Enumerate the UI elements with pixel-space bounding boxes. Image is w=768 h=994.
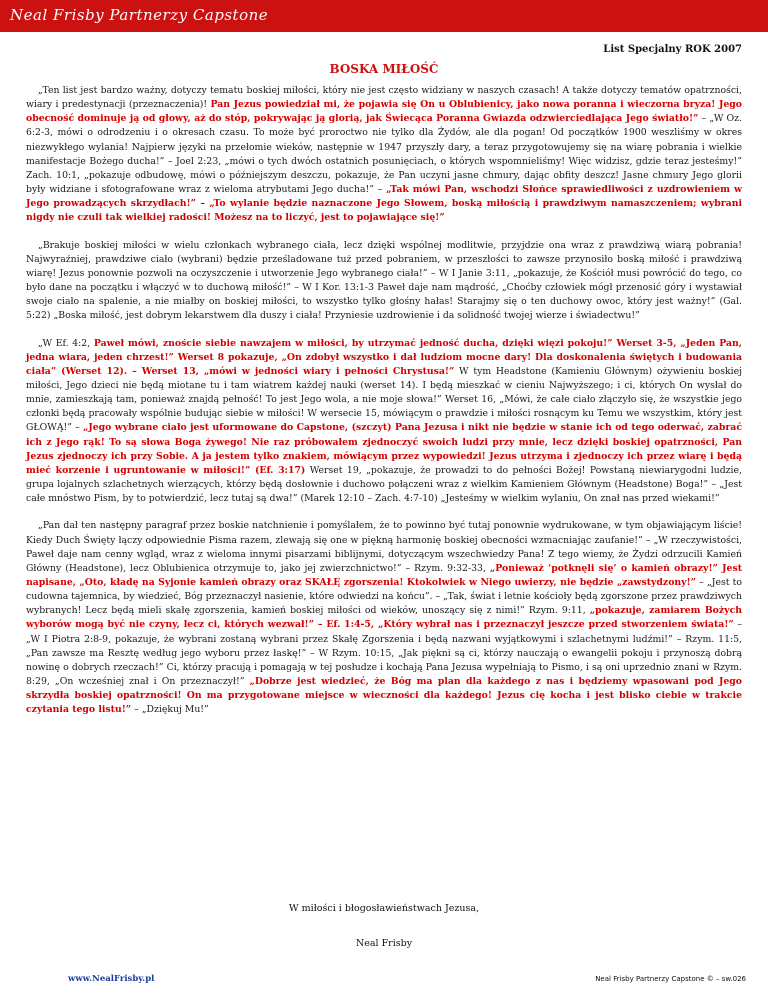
emphasized-text: Pan Jezus powiedział mi, że pojawia się On u Oblubienicy, jako nowa poranna i wieczorna bryza! Jego obecność dominuje ją od głowy, aż do stóp, pokrywając ją glorią, jak Świecąca Poranna Gwiazda odzwierciedlająca Jego światło!” — [26, 99, 742, 125]
body-text: – „W Oz. 6:2-3, mówi o odrodzeniu i o okresach czasu. To może być proroctwo nie tylko dla Żydów, ale dla pogan! Od początków 1900 weszliśmy w okres niezwykłego wylania! Najpierw języki na przełomie wieków, następnie w 1947 przyszły dary, a teraz przygotowujemy się na wiarę pobrania i wielkie manifestacje Bożego ducha!” – Joel 2:23, „mówi o tych dwóch ostatnich posunięciach, o których wspomnieliśmy! Więc widzisz, gdzie teraz jesteśmy!” Zach. 10:1, „pokazuje odbudowę, mówi o późniejszym deszczu, pokazuje, że Pan uczyni jasne chmury, dając obfity deszcz! Jasne chmury Jego glorii były widziane i sfotografowane wraz z wieloma atrybutami Jego ducha!” – — [26, 113, 743, 196]
letter-paragraph — [26, 337, 742, 507]
body-text: „W Ef. 4:2, — [38, 337, 94, 349]
emphasized-text: „pokazuje, zamiarem Bożych wyborów mogą być nie czyny, lecz ci, których wezwał!” – Ef. 1:4-5, „Który wybrał nas i przeznaczył jeszcze przed stworzeniem świata!” — [26, 605, 742, 631]
signature: Neal Frisby — [355, 938, 413, 949]
header-banner — [0, 0, 768, 32]
letter-paragraph — [26, 84, 742, 226]
emphasized-text: Paweł mówi, znoście siebie nawzajem w miłości, by utrzymać jedność ducha, dzięki więzi pokoju!” Werset 3-5, „Jeden Pan, jedna wiara, jeden chrzest!” Werset 8 pokazuje, „On zdobył wszystko i dał ludziom mocne dary! Dla doskonalenia świętych i budowania ciała” (Werset 12). – Werset 13, „mówi w jedności wiary i pełności Chrystusa!” — [26, 337, 742, 377]
emphasized-text: „Tak mówi Pan, wschodzi Słońce sprawiedliwości z uzdrowieniem w Jego prowadzących skrzydłach!” – „To wylanie będzie naznaczone Jego Słowem, boską miłością i prawdziwym namaszczeniem; wybrani nigdy nie czuli tak wielkiej radości! Możesz na to liczyć, jest to pojawiające się!” — [26, 184, 742, 224]
website-link[interactable]: www.NealFrisby.pl — [68, 974, 155, 984]
footer-copyright: Neal Frisby Partnerzy Capstone © – sw.026 — [595, 975, 746, 983]
emphasized-text: „Ponieważ ‘potknęli się’ o kamień obrazy!” Jest napisane, „Oto, kładę na Syjonie kamień obrazy oraz SKAŁĘ zgorszenia! Ktokolwiek w Niego uwierzy, nie będzie „zawstydzony!” — [26, 562, 743, 588]
emphasized-text: „Jego wybrane ciało jest uformowane do Capstone, (szczyt) Pana Jezusa i nikt nie będzie w stanie ich od tego oderwać, zabrać ich z Jego rąk! To są słowa Boga żywego! Nie raz próbowałem zjednoczyć swoich ludzi przy mnie, lecz dzięki boskiej opatrzności, Pan Jezus zjednoczy ich przy Sobie. A ja jestem tylko znakiem, mówiącym przez wypowiedzi! Jezus utrzyma i zjednoczy ich przez wiarę i będą mieć korzenie i ugruntowanie w miłości!” (Ef. 3:17) — [26, 422, 742, 476]
document-label: List Specjalny ROK 2007 — [603, 44, 742, 55]
document-title: BOSKA MIŁOŚĆ — [329, 62, 439, 76]
body-text: „Ten list jest bardzo ważny, dotyczy tematu boskiej miłości, który nie jest często widziany w naszych czasach! A także dotyczy tematów opatrzności, wiary i predestynacji (przeznaczenia)! — [26, 85, 742, 111]
body-text: – „Dziękuj Mu!” — [131, 704, 209, 716]
emphasized-text: „Dobrze jest wiedzieć, że Bóg ma plan dla każdego z nas i będziemy wpasowani pod Jego skrzydła boskiej opatrzności! On ma przygotowane miejsce w wieczności dla każdego! Jezus cię kocha i jest blisko ciebie w trakcie czytania tego listu!” — [26, 676, 742, 716]
body-text: – „W I Piotra 2:8-9, pokazuje, że wybrani zostaną wybrani przez Skałę Zgorszenia i będą nazwani wyjątkowymi i szlachetnymi ludźmi!” – Rzym. 11:5, „Pan zawsze ma Resztę według jego wyboru przez łaskę!” – W Rzym. 10:15, „Jak piękni są ci, którzy nauczają o ewangelii pokoju i przynoszą dobrą nowinę o dobrych rzeczach!” Ci, którzy pracują i pomagają w tej posłudze i kochają Pana Jezusa wypełniają to Pismo, i są oni uprzednio znani w Rzym. 8:29, „On wcześniej znał i On przeznaczył!” — [26, 619, 742, 688]
letter-paragraph — [26, 239, 742, 324]
body-text: „Brakuje boskiej miłości w wielu członkach wybranego ciała, lecz dzięki wspólnej modlitwie, przyjdzie ona wraz z prawdziwą wiarą pobrania! Najwyraźniej, prawdziwe ciało (wybrani) będzie prześladowane tuż przed pobraniem, w przeszłości to zawsze przynosiło boską miłość i prawdziwą wiarę! Jezus ponownie pozwoli na oczyszczenie i utworzenie Jego wybranego ciała!” – W I Janie 3:11, „pokazuje, że Kościół musi powrócić do tego, co było dane na początku i włączyć w to duchową miłość!” – W I Kor. 13:1-3 Paweł daje nam mądrość, „Choćby człowiek mógł przenosić góry i wystawiał swoje ciało na spalenie, a nie miałby on boskiej miłości, to wszystko tylko głośny hałas! Starajmy się o ten duchowy owoc, który jest ważny!” (Gal. 5:22) „Boska miłość, jest dobrym lekarstwem dla duszy i ciała! Przyniesie uzdrowienie i da solidność twojej wierze i świadectwu!” — [26, 239, 742, 322]
letter-body — [26, 84, 742, 731]
banner-title: Neal Frisby Partnerzy Capstone — [10, 6, 269, 24]
body-text: – „Jest to cudowna tajemnica, by wiedzieć, Bóg przeznaczył nasienie, które odwiedzi na końcu”. – „Tak, świat i letnie kościoły będą zgorszone przez prawdziwych wybranych! Lecz będą mieli skałę zgorszenia, kamień boskiej miłości od wieków, unoszący się z nimi!” Rzym. 9:11, — [26, 577, 742, 617]
body-text: Werset 19, „pokazuje, że prowadzi to do pełności Bożej! Powstaną niewiarygodni ludzie, grupa lojalnych szlachetnych wierzących, którzy będą dosłownie i duchowo połączeni wraz z wielkim Kamieniem Głównym (Headstone) Boga!” – „Jest całe mnóstwo Pism, by to potwierdzić, lecz tutaj są dwa!” (Marek 12:10 – Zach. 4:7-10) „Jesteśmy w wielkim wylaniu, On znał nas przed wiekami!” — [26, 464, 742, 505]
letter-paragraph — [26, 519, 742, 717]
closing-greeting: W miłości i błogosławieństwach Jezusa, — [288, 903, 480, 914]
body-text: „Pan dał ten następny paragraf przez boskie natchnienie i pomyślałem, że to powinno być tutaj ponownie wydrukowane, w tym objawiającym liście! Kiedy Duch Święty łączy odpowiednie Pisma razem, zlewają się one w piękną harmonię boskiej obecności wzmacniając zaufanie!” – „W rzeczywistości, Paweł daje nam cenny wgląd, wraz z wieloma innymi pisarzami biblijnymi, dotyczącym wszechwiedzy Pana! Z tego wiemy, że Żydzi odrzucili Kamień Główny (Headstone), lecz Oblubienica otrzymuje to, jako jej zwierzchnictwo!” – Rzym. 9:32-33, — [26, 520, 742, 574]
body-text: W tym Headstone (Kamieniu Głównym) ożywieniu boskiej miłości, Jego dzieci nie będą miotane tu i tam wiatrem każdej nauki (werset 14). I będą mieszkać w cieniu Najwyższego; i ci, których On wysłał do mnie, zamieszkają tam, ponieważ znajdą pełność! To jest Jego wola, a nie moje słowa!” Werset 16, „Mówi, że całe ciało złączyło się, że wszystkie jego członki będą pracowały wspólnie budując siebie w miłości! W wersecie 15, mówiącym o prawdzie i miłości rosnącym ku Temu we wszystkim, który jest GŁOWĄ!” – — [26, 365, 742, 434]
